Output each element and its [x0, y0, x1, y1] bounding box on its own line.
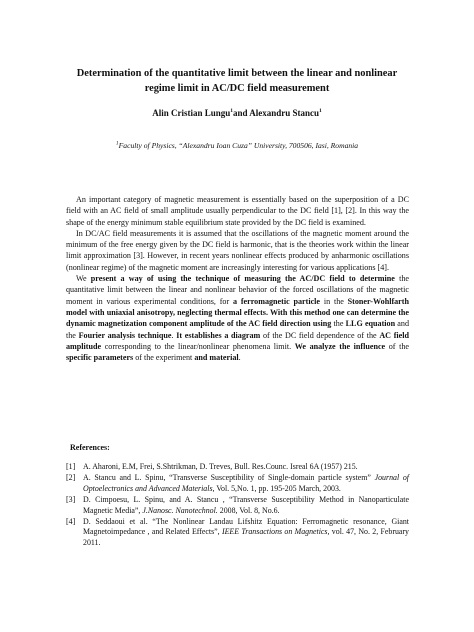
affiliation-text: Faculty of Physics, “Alexandru Ioan Cuza” University, 700506, Iasi, Romania	[118, 141, 359, 150]
p3-seg: corresponding to the linear/nonlinear phenomena limit.	[101, 341, 295, 351]
ref-details: 2008, Vol. 8, No.6.	[217, 505, 280, 515]
p3-seg: the	[331, 319, 346, 329]
title-line-1: Determination of the quantitative limit between the linear and nonlinear	[76, 68, 398, 79]
reference-text	[83, 462, 409, 473]
reference-number: [2]	[66, 472, 76, 482]
p3-seg: of the experiment	[133, 353, 195, 363]
p3-bold: We analyze the influence	[294, 341, 386, 351]
ref-journal: IEEE Transactions on Magnetics,	[221, 527, 330, 537]
ref-text: A. Stancu and L. Spinu, “Transverse Susceptibility of Single-domain particle system”	[83, 472, 375, 482]
p3-seg: .	[171, 330, 177, 340]
reference-text	[83, 517, 409, 550]
p3-seg: of the	[385, 341, 409, 351]
author-1: Alin Cristian Lungu	[152, 108, 231, 118]
ref-journal: Journal of Optoelectronics and Advanced Materials,	[83, 472, 409, 493]
p3-seg: the quantitative limit between the linear and nonlinear behavior of the forced oscillations of the magnetic moment in various experimental conditions, for	[66, 274, 409, 306]
affiliation	[40, 141, 434, 150]
p3-bold: AC field amplitude	[66, 330, 409, 351]
reference-text	[83, 495, 409, 517]
reference-number: [3]	[66, 494, 76, 504]
references-list	[66, 462, 409, 549]
reference-item	[66, 495, 409, 517]
reference-item	[66, 462, 409, 473]
p3-seg: and the	[66, 319, 409, 340]
authors	[40, 108, 434, 118]
p3-bold: Fourier analysis technique	[78, 330, 172, 340]
reference-number: [1]	[66, 462, 76, 471]
p3-seg: We	[76, 274, 91, 284]
paragraph-1: An important category of magnetic measurement is essentially based on the superposition of a DC field with an AC field of small amplitude usually perpendicular to the DC field [1], [2]. In this way the shape of the energy minimum stable equilibrium state provided by the DC field is examined.	[66, 195, 409, 227]
p3-bold: and material	[194, 353, 239, 363]
p3-bold: a ferromagnetic particle	[232, 296, 321, 306]
ref-text: D. Cimpoesu, L. Spinu, and A. Stancu , “Transverse Susceptibility Method in Nanoparticulate Magnetic Media”,	[83, 494, 409, 515]
author-2: and Alexandru Stancu	[233, 108, 320, 118]
abstract-body	[66, 194, 409, 363]
p3-seg: in the	[320, 296, 348, 306]
author-2-affil-mark: 1	[319, 108, 322, 114]
reference-number: [4]	[66, 516, 76, 526]
ref-text: A. Aharoni, E.M, Frei, S.Shtrikman, D. Treves, Bull. Res.Counc. Isreal 6A (1957) 215.	[83, 462, 358, 471]
author-1-affil-mark: 1	[230, 108, 233, 114]
ref-text: D. Seddaoui et al. “The Nonlinear Landau Lifshitz Equation: Ferromagnetic resonance, Giant Magnetoimpedance , and Related Effects”,	[83, 516, 409, 537]
ref-details: vol. 47, No. 2, February 2011.	[83, 527, 409, 548]
ref-journal: J.Nanosc. Nanotechnol.	[142, 505, 218, 515]
paragraph-2: In DC/AC field measurements it is assumed that the oscillations of the magnetic moment around the minimum of the free energy given by the DC field is harmonic, that is the theories work within the linear limit approximation [3]. However, in recent years nonlinear effects produced by anharmonic oscillations (nonlinear regime) of the magnetic moment are increasingly interesting for various applications [4].	[66, 228, 409, 272]
paragraph-3	[66, 273, 409, 363]
reference-item	[66, 473, 409, 495]
reference-text	[83, 473, 409, 495]
affiliation-mark: 1	[115, 140, 119, 147]
ref-details: Vol. 5,No. 1, pp. 195-205 March, 2003.	[214, 483, 341, 493]
p3-seg: of the DC field dependence of the	[260, 330, 380, 340]
p3-bold: LLG equation	[345, 319, 396, 329]
p3-bold: It establishes a diagram	[176, 330, 261, 340]
references-heading: References:	[70, 443, 110, 452]
p3-bold: specific parameters	[66, 353, 134, 363]
paper-title	[40, 66, 434, 96]
reference-item	[66, 517, 409, 550]
p3-bold: present a way of using the technique of measuring the AC/DC field to determine	[90, 274, 395, 284]
title-line-2: regime limit in AC/DC field measurement	[144, 83, 330, 94]
p3-bold: Stoner-Wohlfarth model with uniaxial anisotropy, neglecting thermal effects. With this method one can determine the dynamic magnetization component amplitude of the AC field direction using	[66, 296, 409, 329]
p3-seg: .	[238, 353, 241, 363]
